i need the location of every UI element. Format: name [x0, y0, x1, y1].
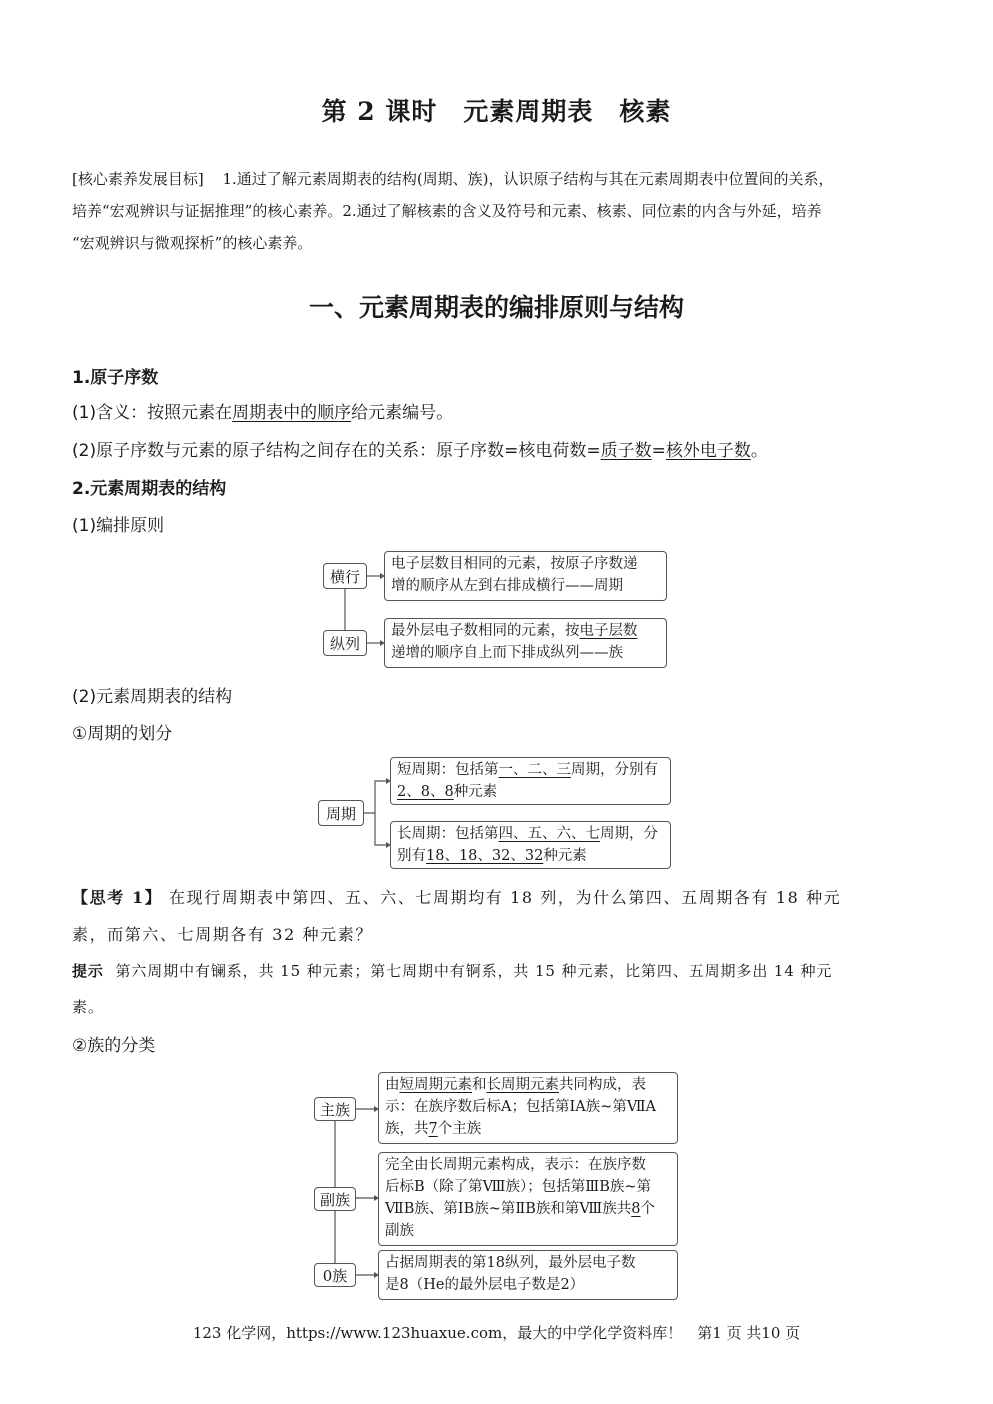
- main-l1-pre: 由: [385, 1077, 400, 1093]
- label-row: 横行: [323, 563, 367, 589]
- subheading-principle: (1)编排原则: [72, 516, 165, 536]
- row-text-2: 增的顺序从左到右排成横行——周期: [391, 578, 623, 594]
- column-description-box: [384, 618, 667, 668]
- subheading-period-division: ①周期的划分: [72, 724, 173, 744]
- long-l2-pre: 别有: [397, 848, 426, 864]
- short-period-line-1: [397, 759, 664, 781]
- long-nums: 18、18、32、32: [426, 848, 544, 864]
- short-end: 种元素: [453, 784, 498, 800]
- sub-group-line-1: 完全由长周期元素构成，表示：在族序数: [385, 1157, 646, 1173]
- main-group-box: [378, 1072, 678, 1144]
- zero-group-box: [378, 1250, 678, 1300]
- think-label: 【思考 1】: [72, 888, 163, 907]
- relation-electron-count: 核外电子数: [665, 441, 751, 461]
- short-underlined: 一、二、三: [498, 762, 571, 778]
- sub-group-box: [378, 1152, 678, 1246]
- relation-proton-count: 质子数: [600, 441, 652, 461]
- sub-group-line-3: [385, 1198, 671, 1220]
- label-zero-group: 0族: [314, 1263, 356, 1287]
- row-text-1: 电子层数目相同的元素，按原子序数递: [391, 556, 638, 572]
- definition-underlined: 周期表中的顺序: [232, 403, 352, 423]
- label-column: 纵列: [323, 630, 367, 656]
- row-description-box: [384, 551, 667, 601]
- goals-line-3: “宏观辨识与微观探析”的核心素养。: [72, 234, 313, 252]
- hint-text-1: 第六周期中有镧系，共 15 种元素；第七周期中有锕系，共 15 种元素，比第四、五周期多出 14 种元: [115, 962, 833, 980]
- relation-equals: =: [651, 441, 666, 461]
- long-period-line-2: [397, 845, 664, 867]
- main-l3-post: 个主族: [437, 1121, 482, 1137]
- hint-label: 提示: [72, 962, 104, 980]
- main-group-line-2: 示：在族序数后标A；包括第ⅠA族~第ⅦA: [385, 1099, 657, 1115]
- goals-text-1: 1.通过了解元素周期表的结构(周期、族)，认识原子结构与其在元素周期表中位置间的关系，: [222, 170, 834, 188]
- definition-pre: (1)含义：按照元素在: [72, 403, 233, 423]
- main-l3-pre: 族，共: [385, 1121, 429, 1137]
- sub-group-line-4: 副族: [385, 1223, 414, 1239]
- section-title: 一、元素周期表的编排原则与结构: [308, 293, 684, 322]
- label-period: 周期: [318, 800, 364, 826]
- think-line-2: 素，而第六、七周期各有 32 种元素？: [72, 925, 373, 944]
- hint-line-2: 素。: [72, 998, 104, 1016]
- long-pre: 长周期：包括第: [397, 826, 499, 842]
- definition-post: 给元素编号。: [351, 403, 454, 423]
- subheading-group-classification: ②族的分类: [72, 1036, 156, 1056]
- main-l1-long: 长周期元素: [486, 1077, 559, 1093]
- column-text-1: [391, 620, 660, 642]
- sub-group-line-2: 后标B（除了第Ⅷ族）；包括第ⅢB族~第: [385, 1179, 652, 1195]
- main-l1-post: 共同构成，表: [559, 1077, 646, 1093]
- column-text-1-pre: 最外层电子数相同的元素，按: [391, 623, 580, 639]
- label-sub-group: 副族: [314, 1187, 356, 1211]
- main-l1-mid: 和: [472, 1077, 487, 1093]
- hint-line-1: [72, 960, 832, 981]
- long-period-box: [390, 821, 671, 869]
- main-group-line-1: [385, 1074, 671, 1096]
- subheading-structure: (2)元素周期表的结构: [72, 687, 233, 707]
- think-line-1: [72, 885, 841, 908]
- heading-atomic-number: 1.原子序数: [72, 368, 159, 388]
- page-footer: 123 化学网，https://www.123huaxue.com，最大的中学化学资料库！ 第1 页 共10 页: [192, 1324, 801, 1342]
- short-period-box: [390, 757, 671, 805]
- short-pre: 短周期：包括第: [397, 762, 499, 778]
- sub-l3-count: 8: [631, 1201, 641, 1217]
- main-l3-count: 7: [428, 1121, 438, 1137]
- main-l1-short: 短周期元素: [399, 1077, 472, 1093]
- lesson-title: 第 2 课时 元素周期表 核素: [321, 97, 672, 126]
- short-period-line-2: [397, 781, 664, 803]
- long-end: 种元素: [543, 848, 587, 864]
- relation-pre: (2)原子序数与元素的原子结构之间存在的关系：原子序数=核电荷数=: [72, 441, 601, 461]
- label-main-group: 主族: [314, 1097, 356, 1121]
- main-group-line-3: [385, 1118, 671, 1140]
- think-text-1: 在现行周期表中第四、五、六、七周期均有 18 列，为什么第四、五周期各有 18 种元: [169, 888, 842, 907]
- long-period-line-1: [397, 823, 664, 845]
- relation-end: 。: [750, 441, 768, 461]
- long-underlined: 四、五、六、七: [498, 826, 600, 842]
- sub-l3-pre: ⅦB族、第ⅠB族~第ⅡB族和第Ⅷ族共: [385, 1201, 632, 1217]
- short-nums: 2、8、8: [397, 784, 454, 800]
- column-text-1-underlined: 电子层数: [579, 623, 638, 639]
- sub-l3-post: 个: [640, 1201, 655, 1217]
- column-text-2: 递增的顺序自上而下排成纵列——族: [391, 645, 623, 661]
- goals-line-2: 培养“宏观辨识与证据推理”的核心素养。2.通过了解核素的含义及符号和元素、核素、同位素的内含与外延，培养: [72, 202, 822, 220]
- heading-table-structure: 2.元素周期表的结构: [72, 479, 227, 499]
- short-post: 周期，分别有: [571, 762, 658, 778]
- goals-label: [核心素养发展目标]: [72, 170, 204, 188]
- zero-group-line-1: 占据周期表的第18纵列，最外层电子数: [385, 1255, 636, 1271]
- long-post: 周期，分: [600, 826, 658, 842]
- zero-group-line-2: 是8（He的最外层电子数是2）: [385, 1277, 585, 1293]
